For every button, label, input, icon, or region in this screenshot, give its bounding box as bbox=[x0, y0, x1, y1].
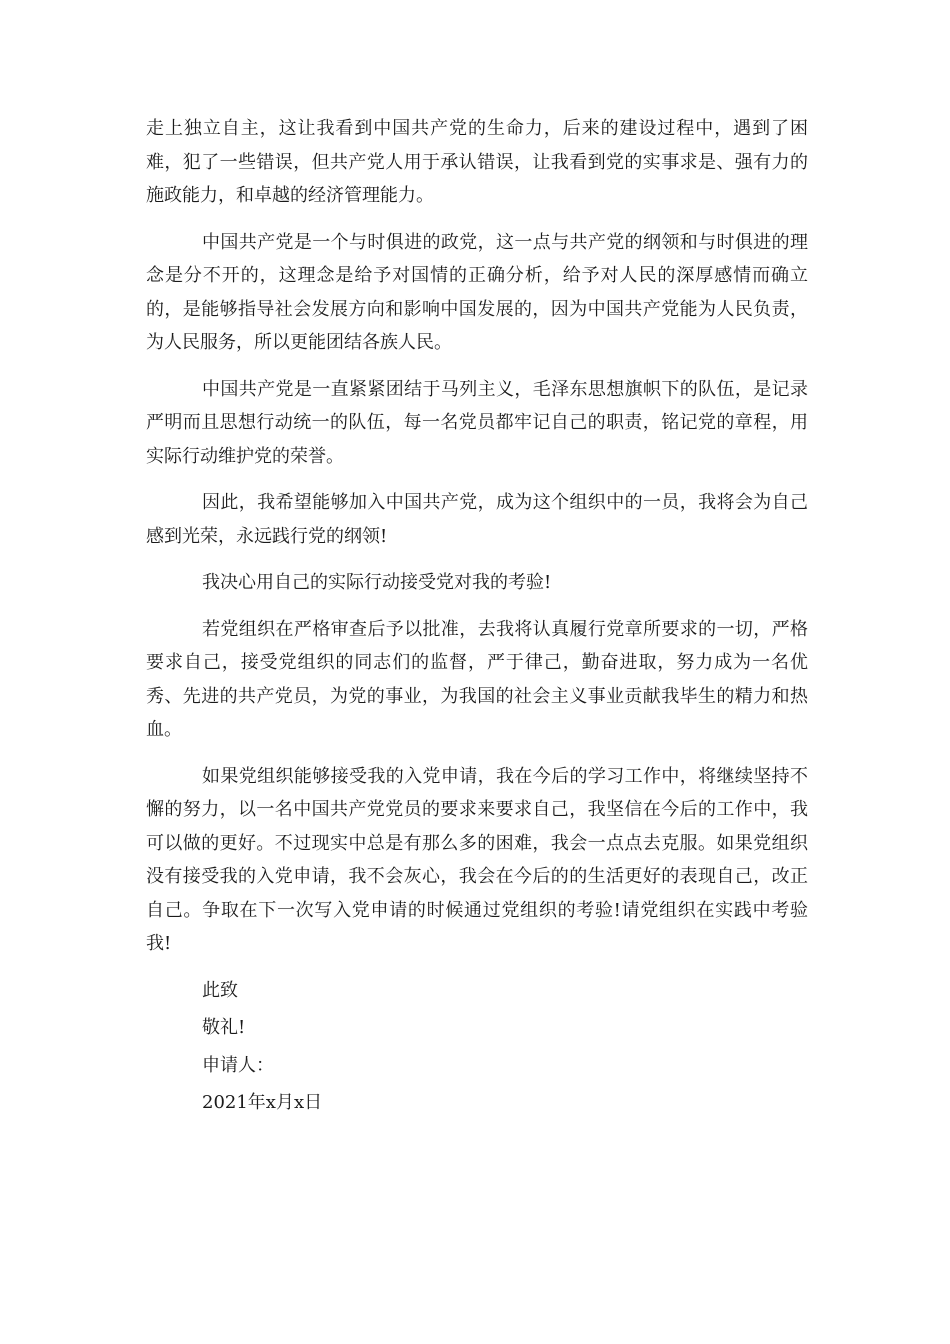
application-date: 2021年x月x日 bbox=[202, 1092, 323, 1113]
paragraph-7: 如果党组织能够接受我的入党申请，我在今后的学习工作中，将继续坚持不懈的努力，以一名中国共产党党员的要求来要求自己，我坚信在今后的工作中，我可以做的更好。不过现实中总是有那么多的困难，我会一点点去克服。如果党组织没有接受我的入党申请，我不会灰心，我会在今后的的生活更好的表现自己，改正自己。争取在下一次写入党申请的时候通过党组织的考验!请党组织在实践中考验我! bbox=[146, 765, 808, 954]
applicant-label: 申请人： bbox=[202, 1054, 274, 1076]
document-page bbox=[146, 112, 808, 1124]
closing-salutation: 此致 bbox=[202, 979, 238, 1001]
closing-respect: 敬礼! bbox=[202, 1017, 246, 1038]
paragraph-1: 走上独立自主，这让我看到中国共产党的生命力，后来的建设过程中，遇到了困难，犯了一些错误，但共产党人用于承认错误，让我看到党的实事求是、强有力的施政能力，和卓越的经济管理能力。 bbox=[146, 118, 808, 206]
paragraph-5: 我决心用自己的实际行动接受党对我的考验! bbox=[202, 572, 552, 593]
paragraph-3: 中国共产党是一直紧紧团结于马列主义，毛泽东思想旗帜下的队伍，是记录严明而且思想行动统一的队伍，每一名党员都牢记自己的职责，铭记党的章程，用实际行动维护党的荣誉。 bbox=[146, 378, 808, 467]
paragraph-6: 若党组织在严格审查后予以批准，去我将认真履行党章所要求的一切，严格要求自己，接受党组织的同志们的监督，严于律己，勤奋进取，努力成为一名优秀、先进的共产党员，为党的事业，为我国的社会主义事业贡献我毕生的精力和热血。 bbox=[146, 618, 808, 740]
paragraph-4: 因此，我希望能够加入中国共产党，成为这个组织中的一员，我将会为自己感到光荣，永远践行党的纲领! bbox=[146, 492, 808, 547]
paragraph-2: 中国共产党是一个与时俱进的政党，这一点与共产党的纲领和与时俱进的理念是分不开的，这理念是给予对国情的正确分析，给予对人民的深厚感情而确立的，是能够指导社会发展方向和影响中国发展的，因为中国共产党能为人民负责，为人民服务，所以更能团结各族人民。 bbox=[146, 231, 808, 353]
